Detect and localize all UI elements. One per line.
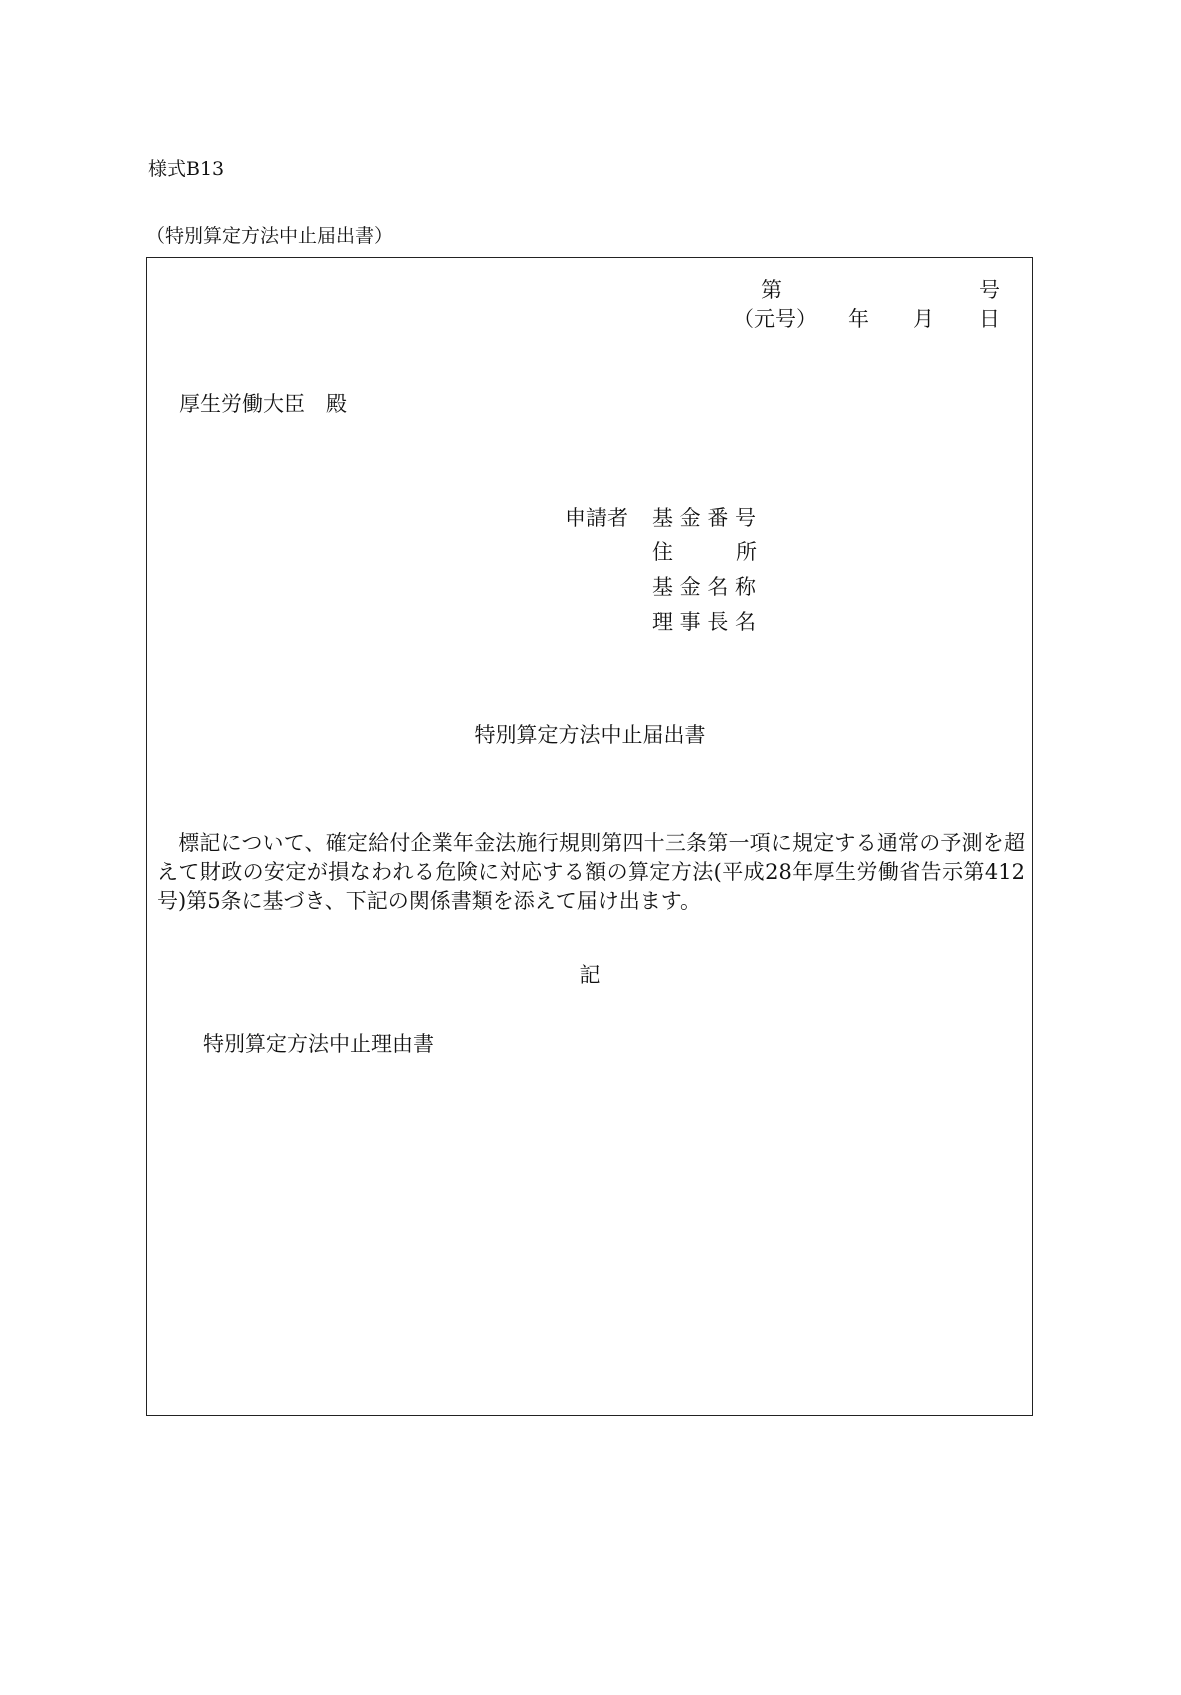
body-paragraph: 標記について、確定給付企業年金法施行規則第四十三条第一項に規定する通常の予測を超えて財政の安定が損なわれる危険に対応する額の算定方法(平成28年厚生労働省告示第412号)第5条に基づき、下記の関係書類を添えて届け出ます。 [157, 831, 1025, 913]
year-label: 年 [848, 307, 869, 331]
form-caption: （特別算定方法中止届出書） [146, 225, 394, 247]
ki-heading: 記 [579, 963, 601, 987]
fund-number-label: 基 金 番 号 [652, 506, 757, 530]
fund-name-label: 基 金 名 称 [652, 575, 757, 599]
month-label: 月 [913, 307, 934, 331]
applicant-label: 申請者 [565, 506, 628, 530]
era-label: （元号） [733, 307, 817, 331]
director-name-label: 理 事 長 名 [652, 610, 757, 634]
day-label: 日 [979, 307, 1000, 331]
number-prefix: 第 [761, 278, 782, 302]
form-code: 様式B13 [148, 158, 225, 180]
attachment-item: 特別算定方法中止理由書 [203, 1032, 434, 1056]
addressee: 厚生労働大臣 殿 [179, 392, 347, 416]
address-label: 住 所 [652, 540, 757, 564]
document-title: 特別算定方法中止届出書 [474, 723, 706, 747]
number-suffix: 号 [979, 278, 1000, 302]
